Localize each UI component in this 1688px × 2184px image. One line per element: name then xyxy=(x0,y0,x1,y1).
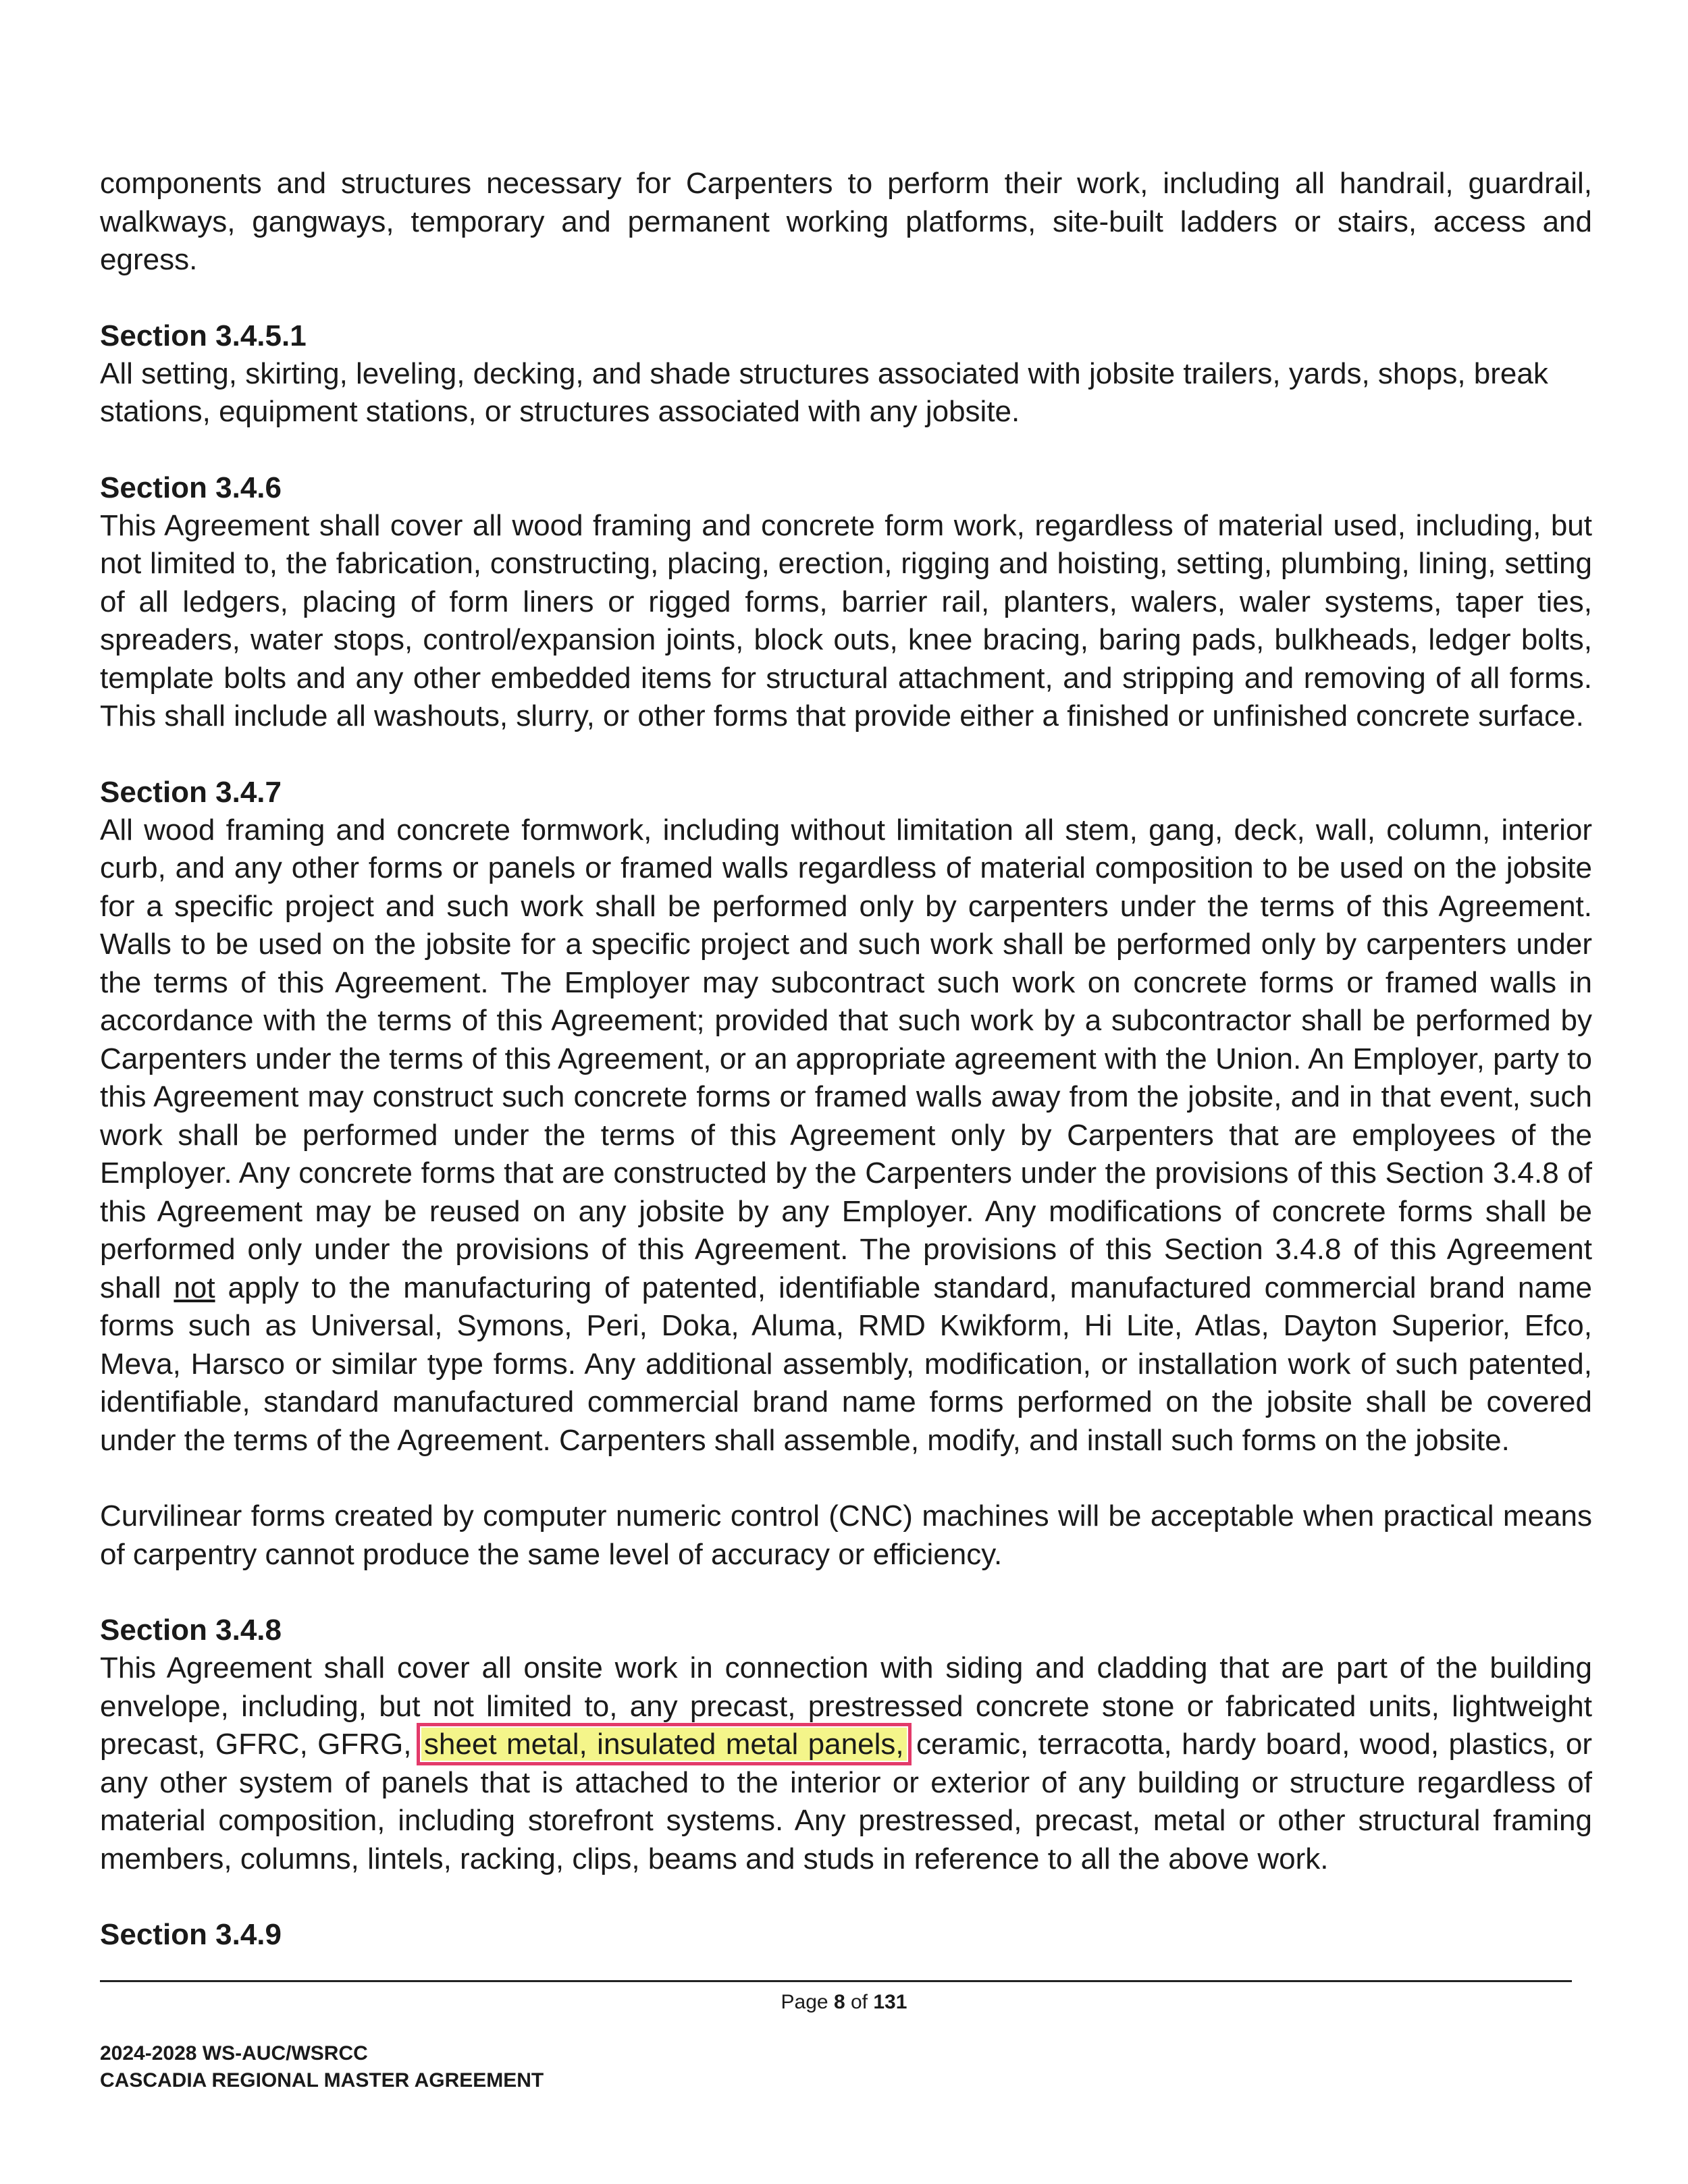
page-of: of xyxy=(851,1991,868,2013)
highlighted-text: sheet metal, insulated metal panels, xyxy=(421,1728,907,1761)
section-text: Curvilinear forms created by computer numeric control (CNC) machines will be acceptable when practical means of carpentry cannot produce the same level of accuracy or efficiency. xyxy=(100,1499,1592,1571)
section-text-part: All wood framing and concrete formwork, including without limitation all stem, gang, deck, wall, column, interior curb, and any other forms or panels or framed walls regardless of material composition to be used on the jobsite for a specific project and such work shall be performed only by carpenters under the terms of this Agreement. Walls to be used on the jobsite for a specific project and such work shall be performed only by carpenters under the terms of this Agreement. The Employer may subcontract such work on concrete forms or framed walls in accordance with the terms of this Agreement; provided that such work by a subcontractor shall be performed by Carpenters under the terms of this Agreement, or an appropriate agreement with the Union. An Employer, party to this Agreement may construct such concrete forms or framed walls away from the jobsite, and in that event, such work shall be performed under the terms of this Agreement only by Carpenters that are employees of the Employer. Any concrete forms that are constructed by the Carpenters under the provisions of this Section 3.4.8 of this Agreement may be reused on any jobsite by any Employer. Any modifications of concrete forms shall be performed only under the provisions of this Agreement. The provisions of this Section 3.4.8 of this Agreement shall xyxy=(100,813,1592,1304)
footer-line: 2024-2028 WS-AUC/WSRCC xyxy=(100,2042,368,2065)
section-heading: Section 3.4.5.1 xyxy=(100,319,307,352)
section-text: This Agreement shall cover all wood framing and concrete form work, regardless of material used, including, but not limited to, the fabrication, constructing, placing, erection, rigging and hoisting, setting, plumbing, lining, setting of all ledgers, placing of form liners or rigged forms, barrier rail, planters, walers, waler systems, taper ties, spreaders, water stops, control/expansion joints, block outs, knee bracing, baring pads, bulkheads, ledger bolts, template bolts and any other embedded items for structural attachment, and stripping and removing of all forms. This shall include all washouts, slurry, or other forms that provide either a finished or unfinished concrete surface. xyxy=(100,508,1592,733)
section-heading: Section 3.4.6 xyxy=(100,471,282,504)
page-total: 131 xyxy=(873,1991,907,2013)
section-heading: Section 3.4.7 xyxy=(100,775,282,809)
footer-document-title xyxy=(100,2040,544,2094)
page-prefix: Page xyxy=(781,1991,828,2013)
section-text xyxy=(100,1649,1592,1878)
section-heading: Section 3.4.9 xyxy=(100,1918,282,1951)
page-current: 8 xyxy=(833,1991,845,2013)
section-text: All setting, skirting, leveling, decking, and shade structures associated with jobsite trailers, yards, shops, break stations, equipment stations, or structures associated with any jobsite. xyxy=(100,356,1548,428)
section-text-part: apply to the manufacturing of patented, identifiable standard, manufactured commercial brand name forms such as Universal, Symons, Peri, Doka, Aluma, RMD Kwikform, Hi Lite, Atlas, Dayton Superior, Efco, Meva, Harsco or similar type forms. Any additional assembly, modification, or installation work of such patented, identifiable, standard manufactured commercial brand name forms performed on the jobsite shall be covered under the terms of the Agreement. Carpenters shall assemble, modify, and install such forms on the jobsite. xyxy=(100,1271,1592,1457)
intro-paragraph: components and structures necessary for Carpenters to perform their work, including all handrail, guardrail, walkways, gangways, temporary and permanent working platforms, site-built ladders or stairs, access and egress. xyxy=(100,167,1592,276)
section-text xyxy=(100,811,1592,1460)
footer-divider xyxy=(100,1980,1572,1982)
section-heading: Section 3.4.8 xyxy=(100,1614,282,1647)
underlined-word: not xyxy=(174,1271,215,1304)
footer-line: CASCADIA REGIONAL MASTER AGREEMENT xyxy=(100,2069,544,2092)
section-text-part: ceramic, terracotta, hardy board, wood, plastics, or any other system of panels that is attached to the interior or exterior of any building or structure regardless of material composition, including storefront systems. Any prestressed, precast, metal or other structural framing members, columns, lintels, racking, clips, beams and studs in reference to all the above work. xyxy=(100,1728,1592,1875)
document-body xyxy=(100,165,1592,1954)
section-text-part: This Agreement shall cover all onsite work in connection with siding and cladding that are part of the building envelope, including, but not limited to, any precast, prestressed concrete stone or fabricated units, lightweight precast, GFRC, GFRG, xyxy=(100,1651,1592,1761)
page-number xyxy=(0,1990,1688,2015)
